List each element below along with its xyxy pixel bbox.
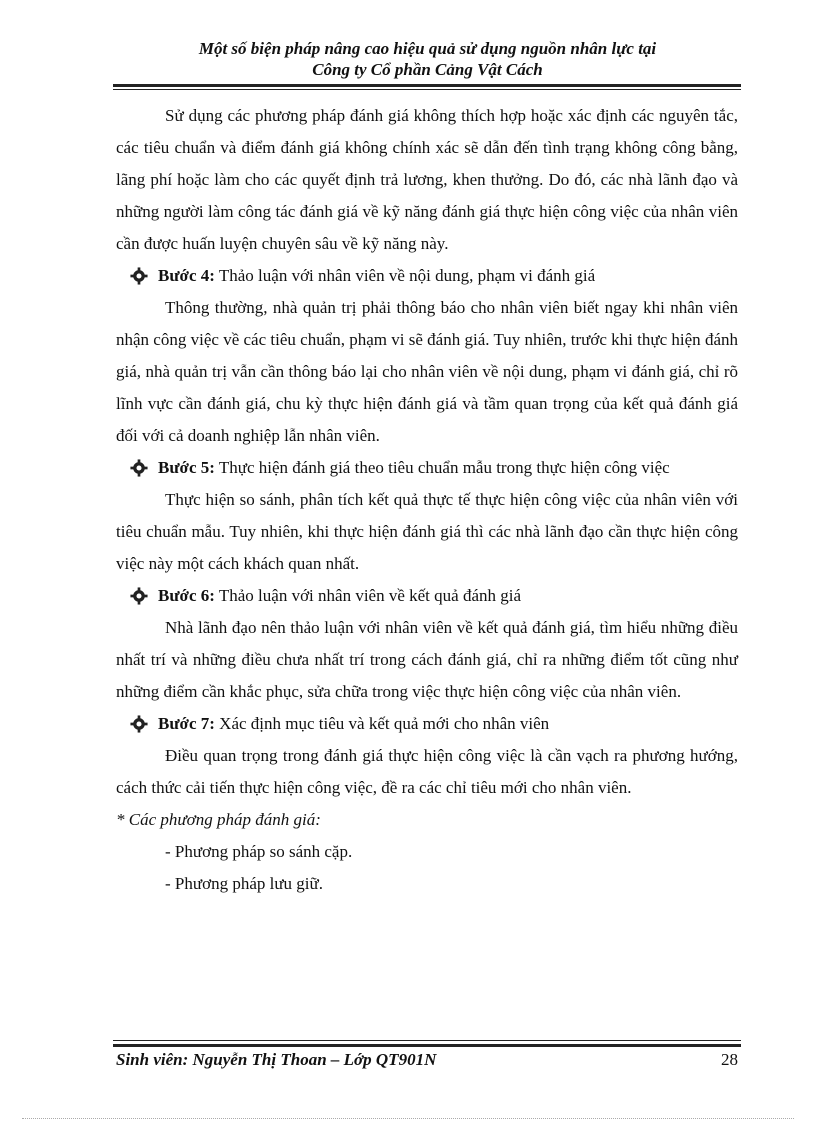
step-4 <box>116 260 738 292</box>
gear-bullet-icon <box>130 267 148 285</box>
gear-bullet-icon <box>130 587 148 605</box>
paragraph-3: Thực hiện so sánh, phân tích kết quả thực tế thực hiện công việc của nhân viên với tiêu chuẩn mẫu. Tuy nhiên, khi thực hiện đánh giá thì các nhà lãnh đạo cần thực hiện công việc này một cách khách quan nhất. <box>116 490 738 573</box>
footer-rule-thin <box>113 1040 741 1041</box>
method-item-2: - Phương pháp lưu giữ. <box>165 874 323 893</box>
document-body <box>116 100 738 900</box>
page-number: 28 <box>721 1050 738 1069</box>
header-line-2: Công ty Cổ phần Cảng Vật Cách <box>312 60 543 79</box>
page-bottom-edge <box>22 1118 794 1119</box>
paragraph-2: Thông thường, nhà quản trị phải thông báo cho nhân viên biết ngay khi nhân viên nhận công việc về các tiêu chuẩn, phạm vi sẽ đánh giá. Tuy nhiên, trước khi thực hiện đánh giá, nhà quản trị vẫn cần thông báo lại cho nhân viên về nội dung, phạm vi đánh giá, chỉ rõ lĩnh vực cần đánh giá, chu kỳ thực hiện đánh giá và tầm quan trọng của kết quả đánh giá đối với cả doanh nghiệp lẫn nhân viên. <box>116 298 738 445</box>
step-6 <box>116 580 738 612</box>
step-5-label: Bước 5: <box>158 458 215 477</box>
step-7-text: Xác định mục tiêu và kết quả mới cho nhân viên <box>214 714 550 733</box>
method-item-1: - Phương pháp so sánh cặp. <box>165 842 353 861</box>
step-6-text: Thảo luận với nhân viên về kết quả đánh giá <box>214 586 522 605</box>
header-rule-thick <box>113 84 741 87</box>
page-header <box>115 38 740 80</box>
header-line-1: Một số biện pháp nâng cao hiệu quả sử dụng nguồn nhân lực tại <box>198 39 657 58</box>
methods-heading: * Các phương pháp đánh giá: <box>116 810 321 829</box>
step-4-label: Bước 4: <box>158 266 215 285</box>
footer-student: Sinh viên: Nguyễn Thị Thoan – Lớp QT901N <box>116 1050 437 1069</box>
gear-bullet-icon <box>130 715 148 733</box>
step-7-label: Bước 7: <box>158 714 215 733</box>
step-7 <box>116 708 738 740</box>
step-4-text: Thảo luận với nhân viên về nội dung, phạm vi đánh giá <box>214 266 596 285</box>
paragraph-1: Sử dụng các phương pháp đánh giá không thích hợp hoặc xác định các nguyên tắc, các tiêu chuẩn và điểm đánh giá không chính xác sẽ dẫn đến tình trạng không công bằng, lãng phí hoặc làm cho các quyết định trả lương, khen thưởng. Do đó, các nhà lãnh đạo và những người làm công tác đánh giá về kỹ năng đánh giá thực hiện công việc của nhân viên cần được huấn luyện chuyên sâu về kỹ năng này. <box>116 106 738 253</box>
gear-bullet-icon <box>130 459 148 477</box>
step-5-text: Thực hiện đánh giá theo tiêu chuẩn mẫu trong thực hiện công việc <box>214 458 670 477</box>
paragraph-5: Điều quan trọng trong đánh giá thực hiện công việc là cần vạch ra phương hướng, cách thức cải tiến thực hiện công việc, đề ra các chỉ tiêu mới cho nhân viên. <box>116 746 738 797</box>
paragraph-4: Nhà lãnh đạo nên thảo luận với nhân viên về kết quả đánh giá, tìm hiểu những điều nhất trí và những điều chưa nhất trí trong cách đánh giá, chỉ ra những điểm tốt cũng như những điểm cần khắc phục, sửa chữa trong việc thực hiện công việc của nhân viên. <box>116 618 738 701</box>
step-5 <box>116 452 738 484</box>
step-6-label: Bước 6: <box>158 586 215 605</box>
footer-rule-thick <box>113 1044 741 1047</box>
header-rule-thin <box>113 89 741 90</box>
